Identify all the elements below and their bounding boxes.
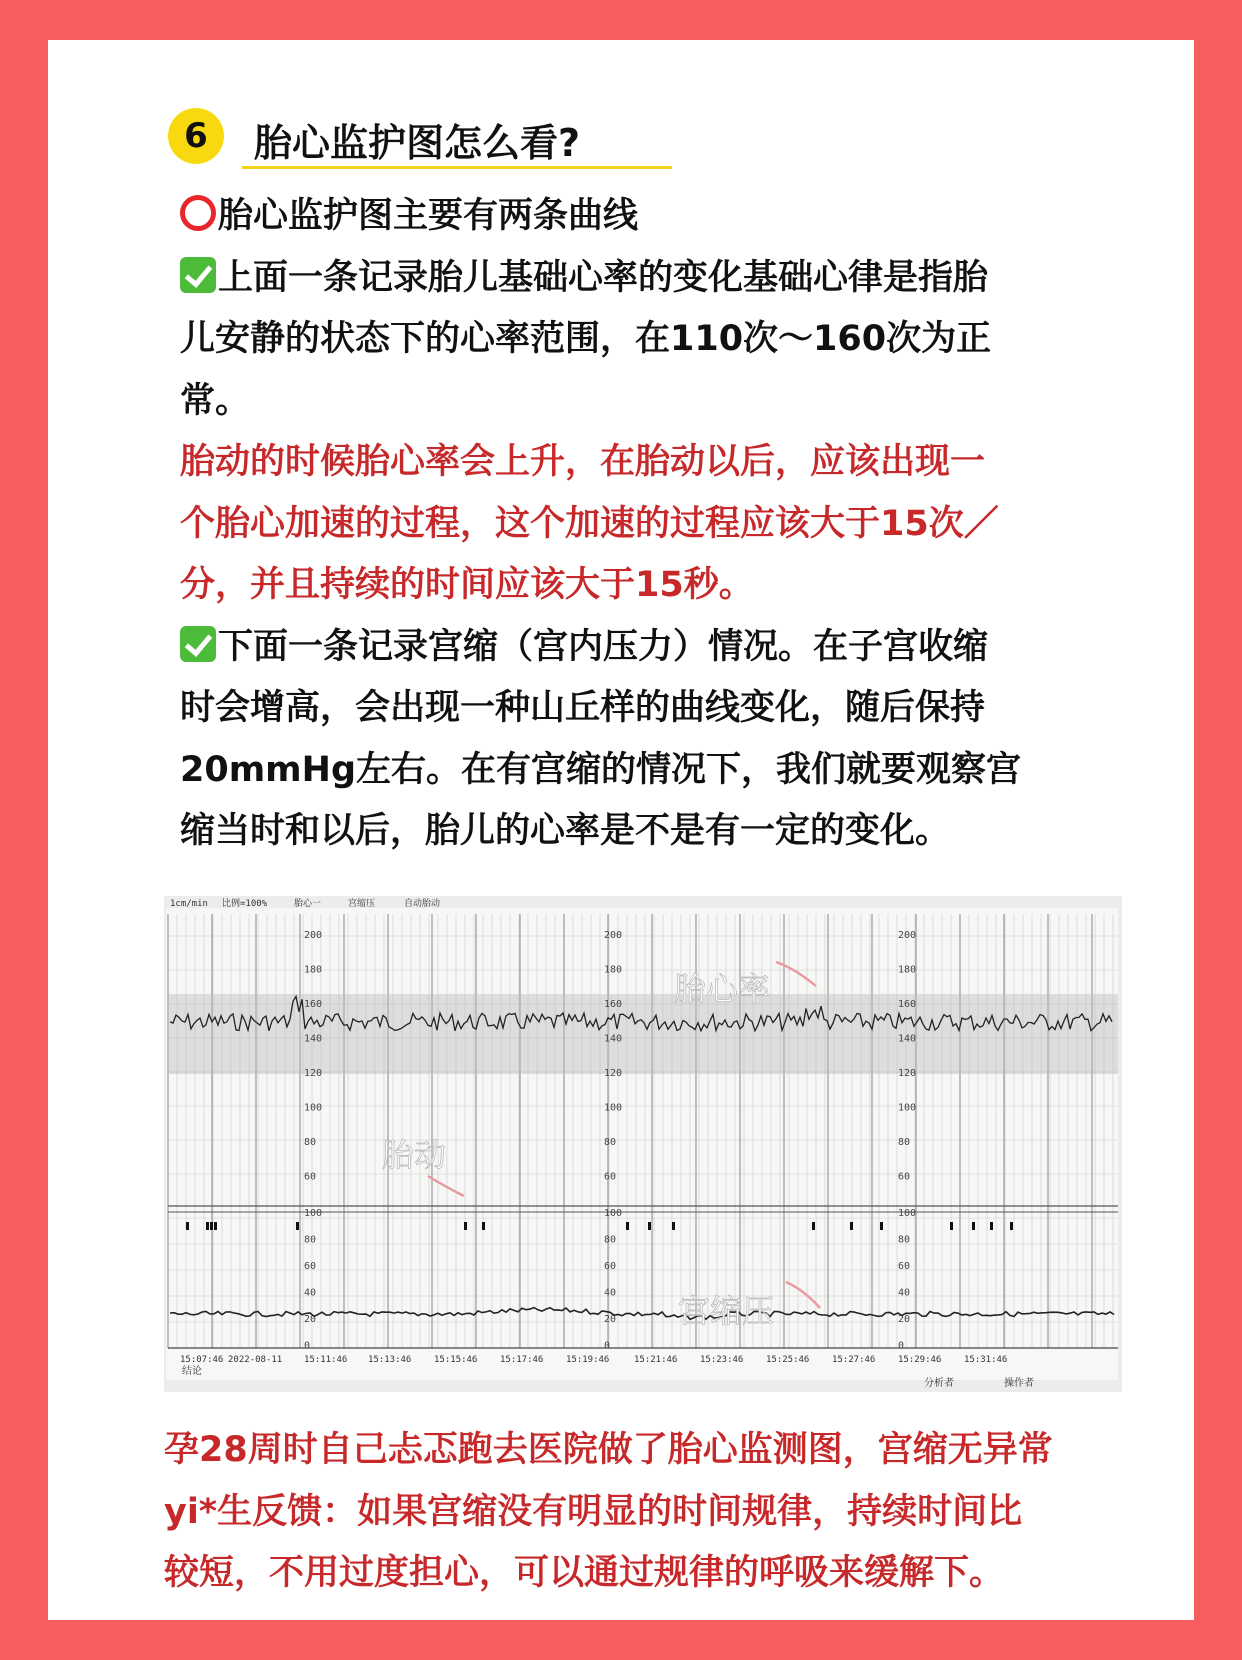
fhr-tick-label: 160 — [604, 999, 623, 1010]
time-label: 15:11:46 — [304, 1355, 348, 1365]
fhr-tick-label: 160 — [304, 999, 323, 1010]
red-circle-icon — [180, 195, 216, 231]
fetal-movement-mark — [812, 1222, 815, 1230]
toco-tick-label: 60 — [898, 1261, 911, 1272]
title-underline — [242, 166, 672, 169]
annotation-toco: 宫缩压 — [678, 1292, 775, 1330]
fhr-tick-label: 140 — [304, 1033, 323, 1045]
toco-tick-label: 100 — [304, 1208, 323, 1219]
toco-tick-label: 0 — [604, 1340, 611, 1352]
fhr-tick-label: 200 — [898, 930, 917, 941]
time-label: 15:13:46 — [368, 1355, 412, 1365]
toco-tick-label: 80 — [304, 1234, 317, 1246]
movement-line-1: 胎动的时候胎心率会上升，在胎动以后，应该出现一 — [180, 442, 986, 482]
fetal-movement-mark — [990, 1222, 993, 1230]
main-text — [180, 186, 1100, 863]
toco-tick-label: 60 — [304, 1261, 317, 1272]
time-label: 2022-08-11 — [228, 1355, 283, 1365]
toco-tick-label: 0 — [898, 1340, 905, 1352]
feedback-line-2: yi*生反馈：如果宫缩没有明显的时间规律，持续时间比 — [164, 1491, 1023, 1532]
fhr-tick-label: 120 — [898, 1068, 917, 1079]
check-mark-icon — [180, 257, 216, 293]
lower-line-3: 20mmHg左右。在有宫缩的情况下，我们就要观察宫 — [180, 749, 1021, 790]
fhr-tick-label: 60 — [898, 1171, 911, 1183]
section-number-badge: 6 — [168, 108, 224, 164]
strip-operator-label: 操作者 — [1004, 1378, 1034, 1389]
fhr-tick-label: 80 — [604, 1137, 617, 1148]
toco-tick-label: 80 — [898, 1234, 911, 1246]
fetal-movement-mark — [1010, 1222, 1013, 1230]
lower-line-1: 下面一条记录宫缩（宫内压力）情况。在子宫收缩 — [180, 617, 1100, 679]
strip-speed-label: 1cm/min — [170, 899, 208, 909]
time-label: 15:29:46 — [898, 1355, 942, 1365]
fhr-tick-label: 140 — [898, 1033, 917, 1045]
fhr-tick-label: 60 — [604, 1171, 617, 1183]
fetal-movement-mark — [296, 1222, 299, 1230]
movement-line-3: 分，并且持续的时间应该大于15秒。 — [180, 565, 754, 605]
movement-line-2: 个胎心加速的过程，这个加速的过程应该大于15次／ — [180, 503, 999, 544]
fhr-tick-label: 100 — [604, 1102, 623, 1114]
fhr-tick-label: 200 — [604, 930, 623, 941]
upper-line-3: 常。 — [180, 380, 251, 421]
lower-line-2: 时会增高，会出现一种山丘样的曲线变化，随后保持 — [180, 688, 986, 728]
strip-fhr-label: 胎心一 — [294, 899, 322, 909]
intro-line: 胎心监护图主要有两条曲线 — [180, 186, 1100, 248]
fetal-movement-mark — [626, 1222, 629, 1230]
fetal-movement-mark — [672, 1222, 675, 1230]
lower-line-4: 缩当时和以后，胎儿的心率是不是有一定的变化。 — [180, 811, 951, 851]
time-label: 15:21:46 — [634, 1355, 678, 1365]
time-label: 15:19:46 — [566, 1355, 610, 1365]
fetal-movement-mark — [214, 1222, 217, 1230]
fhr-tick-label: 80 — [898, 1137, 911, 1148]
fhr-tick-label: 120 — [304, 1068, 323, 1079]
upper-line-1: 上面一条记录胎儿基础心率的变化基础心律是指胎 — [180, 248, 1100, 310]
fetal-monitor-strip-photo — [164, 896, 1122, 1392]
feedback-text — [164, 1420, 1154, 1605]
section-title: 胎心监护图怎么看? — [254, 121, 581, 165]
fhr-tick-label: 180 — [604, 964, 623, 976]
time-label: 15:27:46 — [832, 1355, 876, 1365]
time-label: 15:07:46 — [180, 1355, 224, 1365]
fhr-tick-label: 100 — [898, 1102, 917, 1114]
upper-line-2: 儿安静的状态下的心率范围，在110次～160次为正 — [180, 319, 992, 359]
fetal-movement-mark — [950, 1222, 953, 1230]
fetal-movement-mark — [648, 1222, 651, 1230]
fetal-movement-mark — [482, 1222, 485, 1230]
toco-tick-label: 80 — [604, 1234, 617, 1246]
fhr-tick-label: 60 — [304, 1171, 317, 1183]
fetal-movement-mark — [186, 1222, 189, 1230]
toco-tick-label: 40 — [304, 1287, 317, 1299]
fhr-tick-label: 140 — [604, 1033, 623, 1045]
annotation-movement: 胎动 — [382, 1136, 447, 1174]
time-label: 15:15:46 — [434, 1355, 478, 1365]
fetal-movement-mark — [880, 1222, 883, 1230]
strip-conclusion-label: 结论 — [182, 1366, 202, 1377]
time-label: 15:25:46 — [766, 1355, 810, 1365]
strip-auto-fm-label: 自动胎动 — [404, 899, 441, 909]
toco-tick-label: 40 — [604, 1287, 617, 1299]
strip-scale-label: 比例=100% — [222, 899, 268, 909]
feedback-line-3: 较短，不用过度担心，可以通过规律的呼吸来缓解下。 — [164, 1553, 1005, 1593]
fetal-movement-mark — [210, 1222, 213, 1230]
toco-tick-label: 40 — [898, 1287, 911, 1299]
toco-tick-label: 100 — [898, 1208, 917, 1219]
fetal-movement-mark — [206, 1222, 209, 1230]
fhr-tick-label: 120 — [604, 1068, 623, 1079]
fhr-tick-label: 160 — [898, 999, 917, 1010]
fhr-tick-label: 180 — [304, 964, 323, 976]
toco-tick-label: 60 — [604, 1261, 617, 1272]
time-label: 15:17:46 — [500, 1355, 544, 1365]
check-mark-icon — [180, 626, 216, 662]
strip-toco-label: 宫缩压 — [348, 899, 376, 909]
feedback-line-1: 孕28周时自己忐忑跑去医院做了胎心监测图，宫缩无异常 — [164, 1430, 1053, 1470]
fetal-movement-mark — [850, 1222, 853, 1230]
fhr-tick-label: 200 — [304, 930, 323, 941]
fhr-tick-label: 100 — [304, 1102, 323, 1114]
monitor-strip-graphic — [164, 896, 1122, 1392]
toco-tick-label: 20 — [898, 1314, 911, 1325]
strip-analyst-label: 分析者 — [924, 1378, 954, 1389]
time-label: 15:31:46 — [964, 1355, 1008, 1365]
toco-tick-label: 20 — [604, 1314, 617, 1325]
time-label: 15:23:46 — [700, 1355, 744, 1365]
fetal-movement-mark — [464, 1222, 467, 1230]
fetal-movement-mark — [972, 1222, 975, 1230]
fhr-tick-label: 80 — [304, 1137, 317, 1148]
fhr-tick-label: 180 — [898, 964, 917, 976]
annotation-fhr: 胎心率 — [674, 970, 771, 1008]
toco-tick-label: 20 — [304, 1314, 317, 1325]
toco-tick-label: 0 — [304, 1340, 311, 1352]
toco-tick-label: 100 — [604, 1208, 623, 1219]
